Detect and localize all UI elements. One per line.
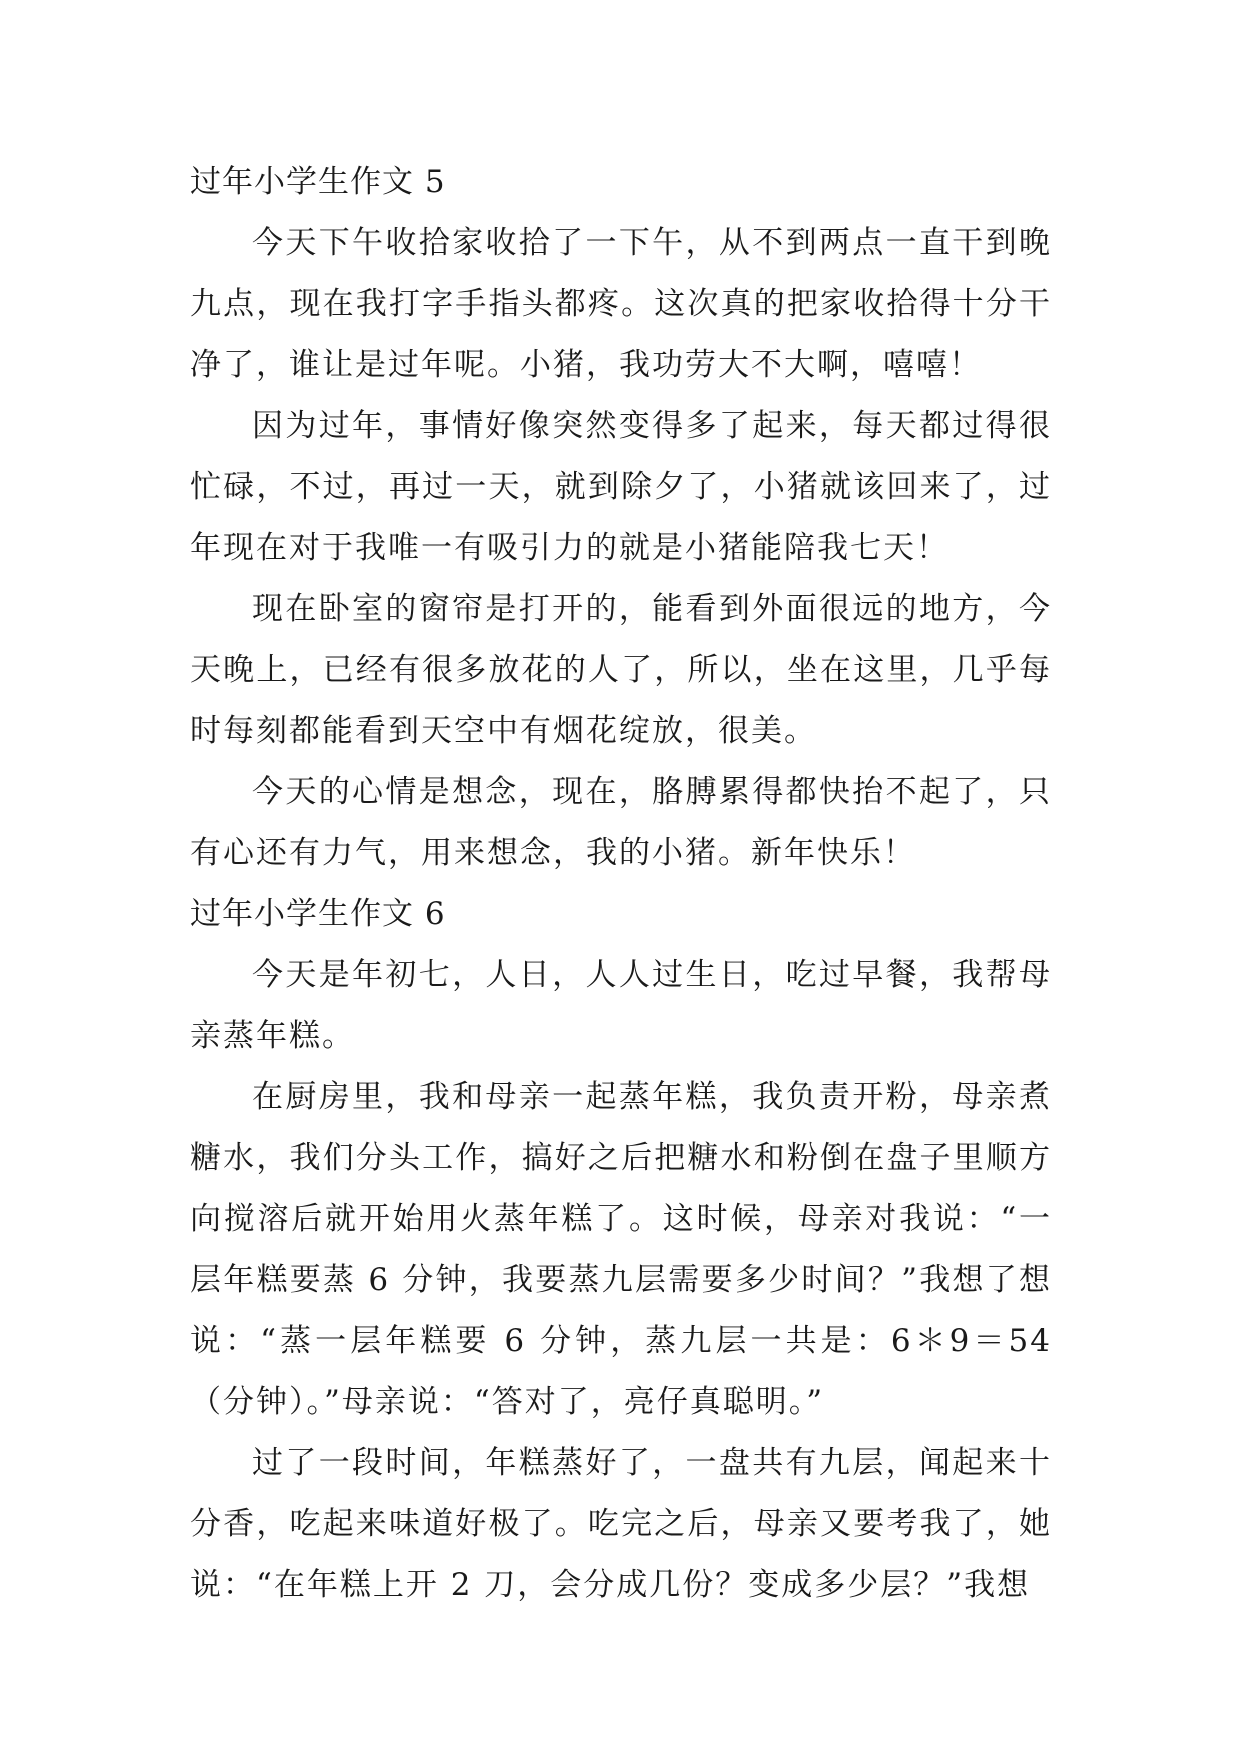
essay-paragraph: 今天下午收拾家收拾了一下午，从不到两点一直干到晚九点，现在我打字手指头都疼。这次真的把家收拾得十分干净了，谁让是过年呢。小猪，我功劳大不大啊，嘻嘻！ bbox=[190, 225, 1052, 383]
essay-section-6 bbox=[190, 884, 1052, 1616]
essay-paragraph: 因为过年，事情好像突然变得多了起来，每天都过得很忙碌，不过，再过一天，就到除夕了，小猪就该回来了，过年现在对于我唯一有吸引力的就是小猪能陪我七天！ bbox=[190, 408, 1052, 566]
essay-paragraph: 今天是年初七，人日，人人过生日，吃过早餐，我帮母亲蒸年糕。 bbox=[190, 957, 1052, 1054]
essay-paragraph: 今天的心情是想念，现在，胳膊累得都快抬不起了，只有心还有力气，用来想念，我的小猪。新年快乐！ bbox=[190, 774, 1052, 871]
essay-title: 过年小学生作文 5 bbox=[190, 164, 446, 200]
essay-paragraph: 过了一段时间，年糕蒸好了，一盘共有九层，闻起来十分香，吃起来味道好极了。吃完之后，母亲又要考我了，她说：“在年糕上开 2 刀，会分成几份？变成多少层？”我想 bbox=[190, 1445, 1052, 1603]
essay-title: 过年小学生作文 6 bbox=[190, 896, 446, 932]
document-body bbox=[190, 152, 1052, 1616]
essay-section-5 bbox=[190, 152, 1052, 884]
essay-paragraph: 现在卧室的窗帘是打开的，能看到外面很远的地方，今天晚上，已经有很多放花的人了，所以，坐在这里，几乎每时每刻都能看到天空中有烟花绽放，很美。 bbox=[190, 591, 1052, 749]
essay-paragraph: 在厨房里，我和母亲一起蒸年糕，我负责开粉，母亲煮糖水，我们分头工作，搞好之后把糖水和粉倒在盘子里顺方向搅溶后就开始用火蒸年糕了。这时候，母亲对我说：“一层年糕要蒸 6 分钟，我要蒸九层需要多少时间？”我想了想说：“蒸一层年糕要 6 分钟，蒸九层一共是：6＊9＝54（分钟）。”母亲说：“答对了，亮仔真聪明。” bbox=[190, 1079, 1052, 1420]
